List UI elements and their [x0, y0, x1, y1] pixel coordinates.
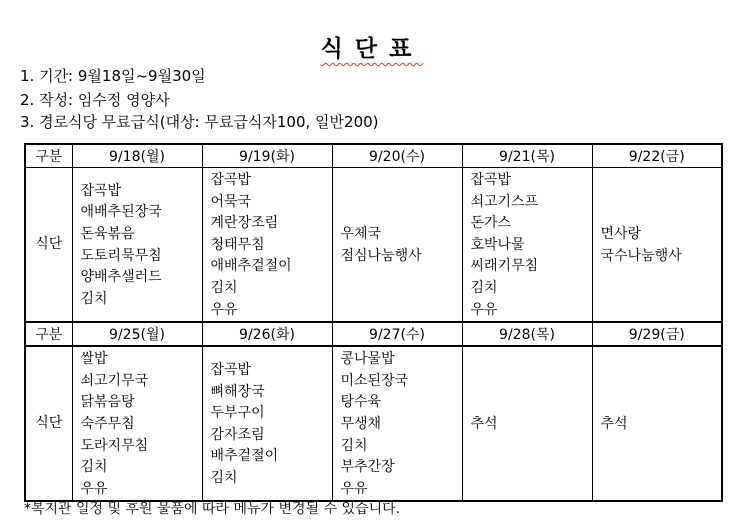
menu-item: 우유	[340, 480, 368, 497]
menu-item: 추석	[600, 415, 628, 432]
menu-item: 무생채	[340, 415, 382, 432]
info-author: 2. 작성: 임수정 영양사	[20, 91, 170, 109]
menu-item: 도라지무침	[80, 437, 149, 454]
day-date: 9/28(목)	[462, 322, 592, 346]
menu-cell	[462, 346, 592, 501]
day-date: 9/26(화)	[202, 322, 332, 346]
header-label: 구분	[25, 144, 72, 168]
menu-item: 애배추겉절이	[210, 258, 292, 275]
info-target: 3. 경로식당 무료급식(대상: 무료급식자100, 일반200)	[20, 113, 379, 131]
menu-item: 감자조림	[210, 426, 265, 443]
menu-item: 두부구이	[210, 405, 265, 422]
menu-item: 잡곡밥	[210, 172, 252, 188]
day-date: 9/21(목)	[462, 144, 592, 168]
menu-item: 뼈해장국	[210, 383, 265, 400]
menu-item: 콩나물밥	[340, 351, 395, 368]
week1-header-row	[25, 144, 722, 168]
menu-item: 우유	[470, 301, 498, 318]
menu-table	[24, 143, 723, 502]
menu-item: 김치	[80, 290, 108, 307]
menu-item: 돈가스	[470, 215, 512, 232]
menu-item: 면사랑	[600, 225, 642, 242]
day-date: 9/19(화)	[202, 144, 332, 168]
menu-cell	[592, 346, 722, 501]
menu-cell	[332, 346, 462, 501]
week2-menu-row	[25, 346, 722, 501]
row-label: 식단	[25, 168, 72, 323]
menu-item: 잡곡밥	[470, 172, 512, 188]
menu-item: 호박나물	[470, 236, 525, 253]
header-label: 구분	[25, 322, 72, 346]
info-period: 1. 기간: 9월18일~9월30일	[20, 67, 206, 85]
menu-item: 쇠고기스프	[470, 193, 539, 210]
menu-cell	[462, 168, 592, 323]
footnote: *복지관 일정 및 후원 물품에 따라 메뉴가 변경될 수 있습니다.	[24, 501, 401, 517]
menu-item: 우체국	[340, 225, 382, 242]
day-date: 9/20(수)	[332, 144, 462, 168]
menu-item: 닭볶음탕	[80, 394, 135, 411]
day-date: 9/27(수)	[332, 322, 462, 346]
menu-item: 잡곡밥	[210, 361, 252, 378]
menu-cell	[332, 168, 462, 323]
menu-cell	[202, 168, 332, 323]
menu-item: 미소된장국	[340, 372, 409, 389]
menu-item: 점심나눔행사	[340, 247, 422, 264]
menu-item: 국수나눔행사	[600, 247, 682, 264]
day-date: 9/29(금)	[592, 322, 722, 346]
menu-item: 탕수육	[340, 394, 382, 411]
menu-item: 애배추된장국	[80, 204, 162, 221]
menu-item: 부추간장	[340, 459, 395, 476]
menu-item: 도토리묵무침	[80, 247, 162, 264]
menu-item: 배추겉절이	[210, 448, 279, 465]
menu-item: 씨래기무침	[470, 258, 539, 275]
week1-menu-row	[25, 168, 722, 323]
menu-item: 쌀밥	[80, 351, 108, 368]
menu-item: 김치	[470, 279, 498, 296]
menu-item: 김치	[340, 437, 368, 454]
menu-item: 양배추샐러드	[80, 269, 162, 286]
day-date: 9/22(금)	[592, 144, 722, 168]
menu-item: 돈육볶음	[80, 225, 135, 242]
page-title: 식단표	[320, 36, 424, 62]
row-label: 식단	[25, 346, 72, 501]
day-date: 9/18(월)	[72, 144, 202, 168]
menu-cell	[72, 346, 202, 501]
day-date: 9/25(월)	[72, 322, 202, 346]
menu-item: 어묵국	[210, 193, 252, 210]
menu-item: 추석	[470, 415, 498, 432]
menu-item: 숙주무침	[80, 415, 135, 432]
week2-header-row	[25, 322, 722, 346]
menu-item: 김치	[210, 279, 238, 296]
menu-item: 김치	[80, 459, 108, 476]
menu-cell	[592, 168, 722, 323]
menu-item: 계란장조림	[210, 215, 279, 232]
menu-cell	[72, 168, 202, 323]
menu-item: 우유	[210, 301, 238, 318]
menu-item: 김치	[210, 469, 238, 486]
menu-cell	[202, 346, 332, 501]
menu-item: 쇠고기무국	[80, 372, 149, 389]
menu-item: 청태무침	[210, 236, 265, 253]
menu-item: 우유	[80, 480, 108, 497]
menu-item: 잡곡밥	[80, 182, 122, 199]
